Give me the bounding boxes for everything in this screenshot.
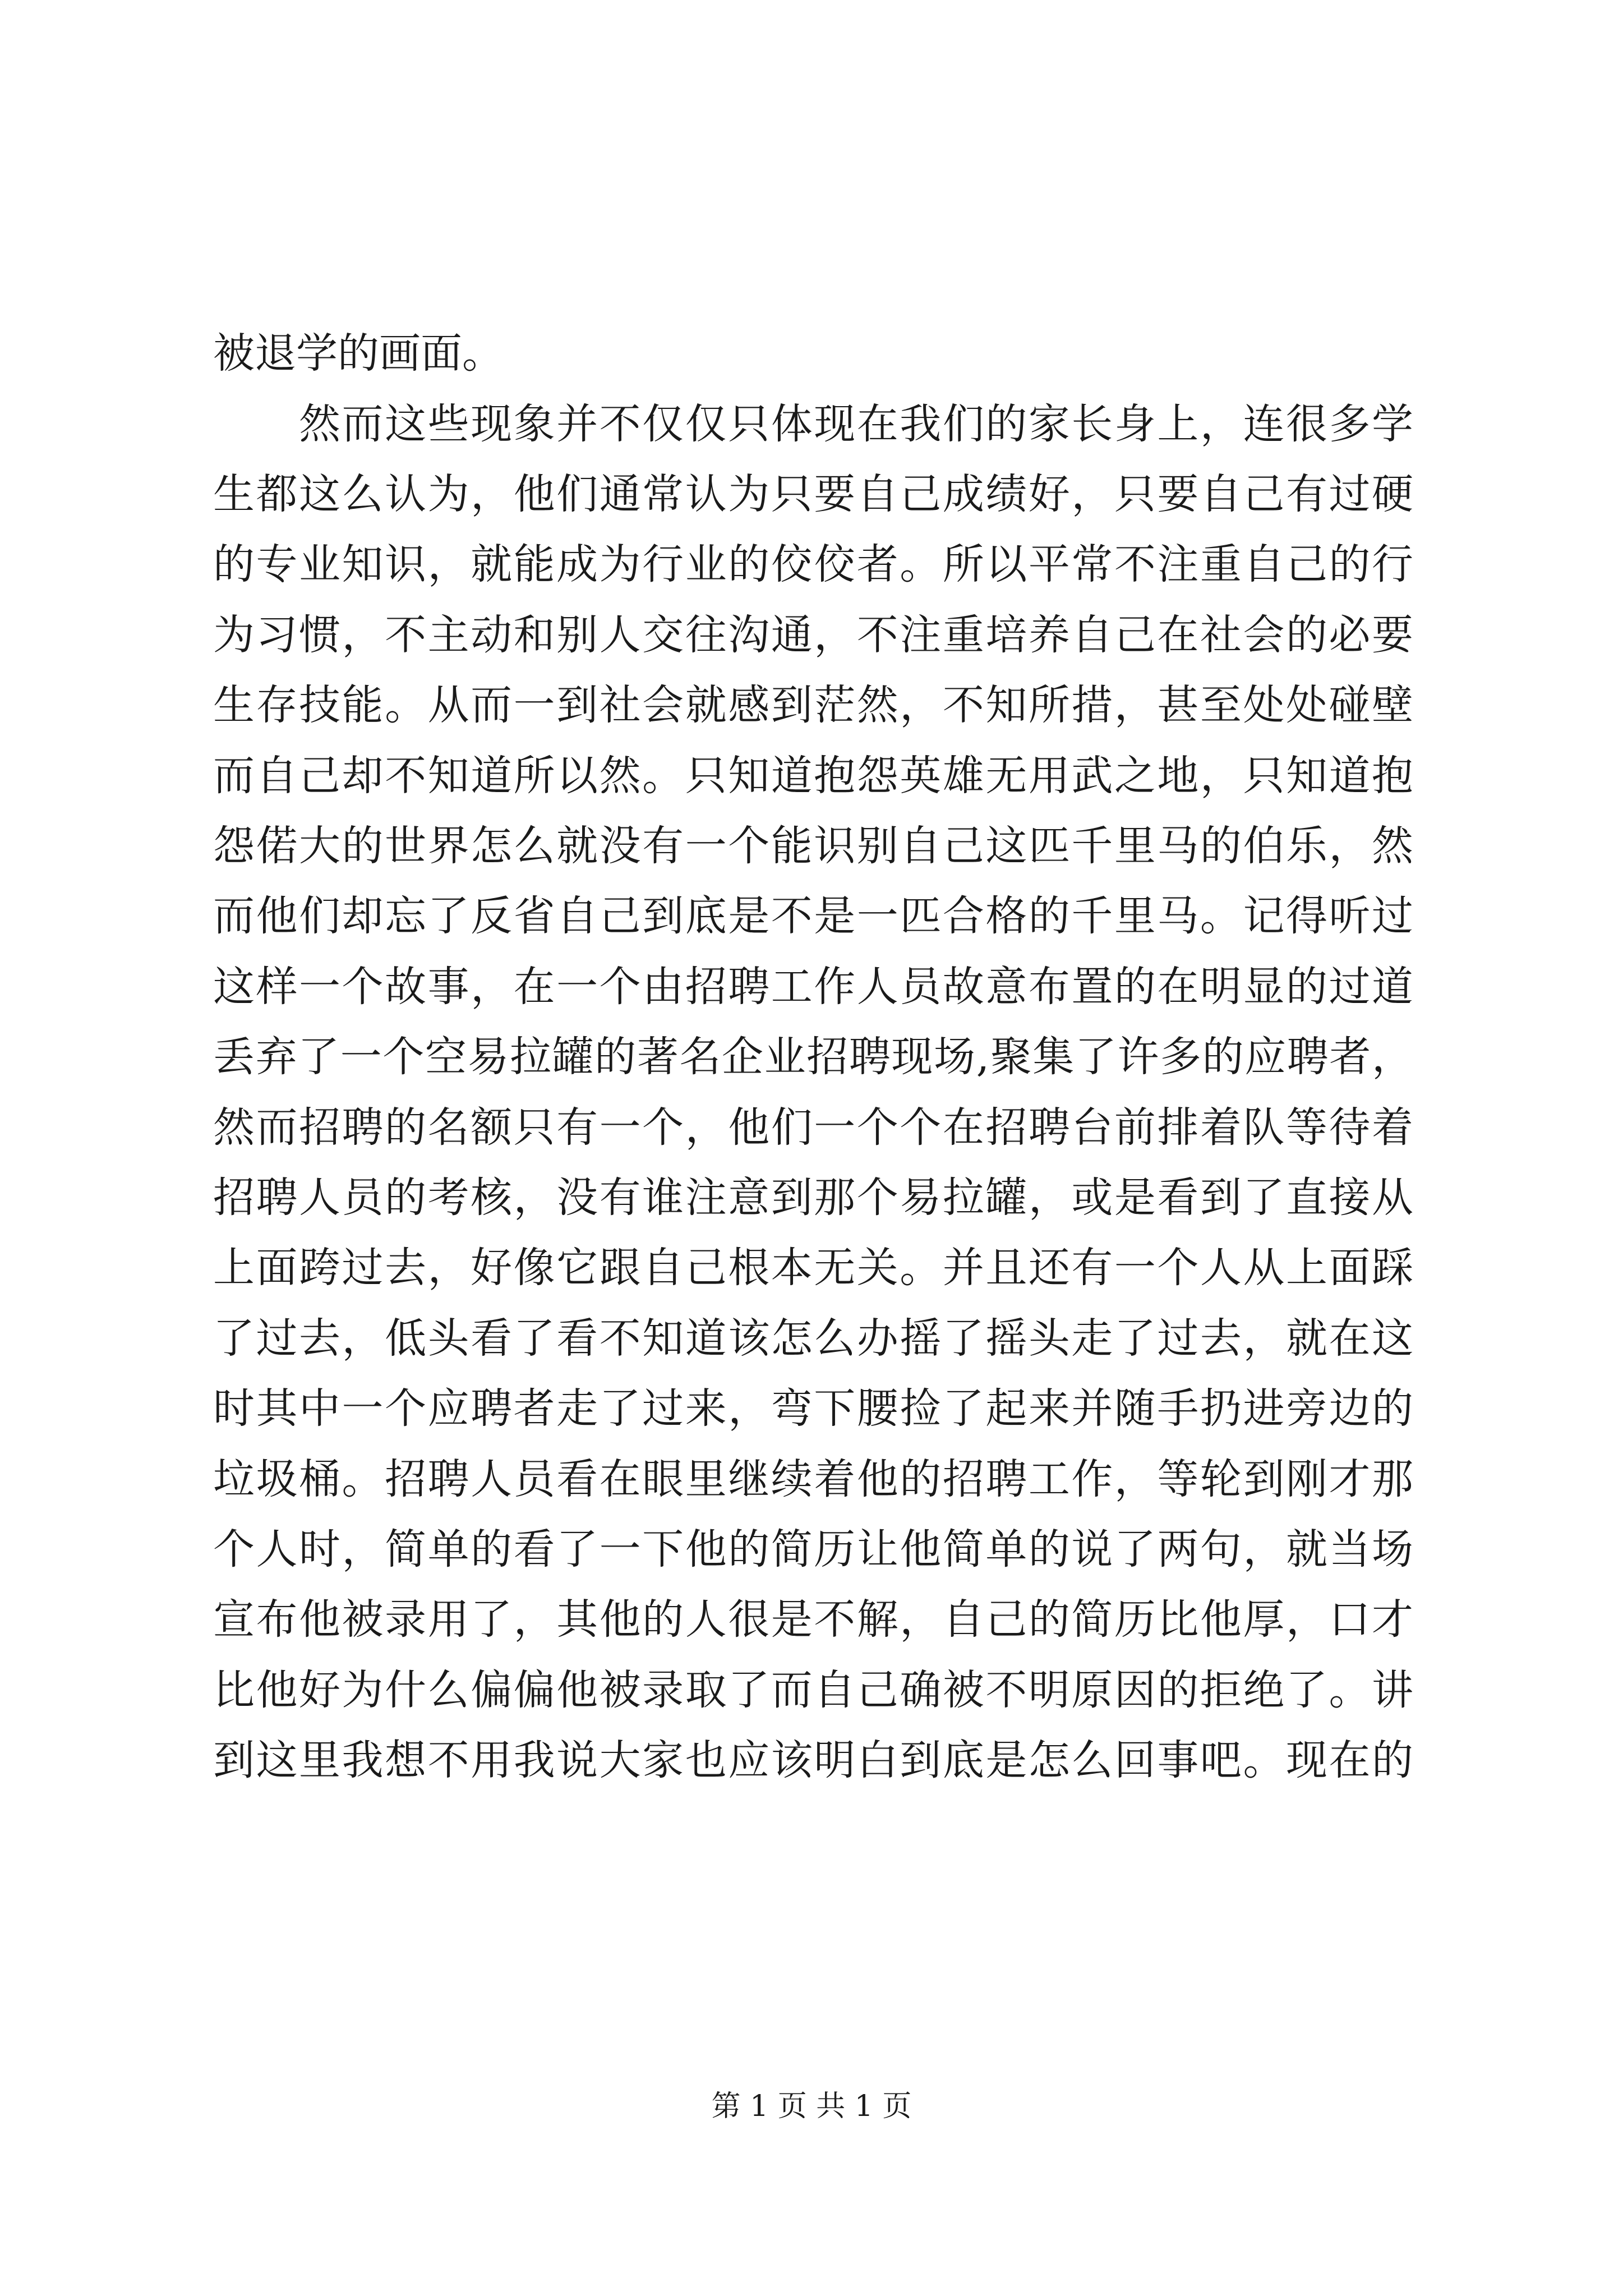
paragraph-line: 到这里我想不用我说大家也应该明白到底是怎么回事吧。现在的 [213,1736,1413,1784]
paragraph-line: 而他们却忘了反省自己到底是不是一匹合格的千里马。记得听过 [213,892,1413,940]
paragraph-line: 上面跨过去，好像它跟自己根本无关。并且还有一个人从上面踩 [213,1244,1413,1292]
paragraph-line: 招聘人员的考核，没有谁注意到那个易拉罐，或是看到了直接从 [213,1174,1413,1222]
paragraph-line: 的专业知识，就能成为行业的佼佼者。所以平常不注重自己的行 [213,540,1413,588]
paragraph-line: 然而招聘的名额只有一个，他们一个个在招聘台前排着队等待着 [213,1103,1413,1152]
paragraph-line: 了过去，低头看了看不知道该怎么办摇了摇头走了过去，就在这 [213,1314,1413,1363]
paragraph-line: 被退学的画面。 [213,329,504,378]
paragraph-line: 宣布他被录用了，其他的人很是不解，自己的简历比他厚，口才 [213,1595,1413,1644]
page-footer: 第 1 页 共 1 页 [711,2090,912,2123]
paragraph-line: 生都这么认为，他们通常认为只要自己成绩好，只要自己有过硬 [213,470,1413,518]
paragraph-line: 而自己却不知道所以然。只知道抱怨英雄无用武之地，只知道抱 [213,752,1413,800]
paragraph-line: 个人时，简单的看了一下他的简历让他简单的说了两句，就当场 [213,1525,1413,1573]
paragraph-line: 垃圾桶。招聘人员看在眼里继续着他的招聘工作，等轮到刚才那 [213,1455,1413,1503]
paragraph-line: 这样一个故事，在一个由招聘工作人员故意布置的在明显的过道 [213,963,1413,1011]
paragraph-line: 为习惯，不主动和别人交往沟通，不注重培养自己在社会的必要 [213,611,1413,659]
paragraph-line: 生存技能。从而一到社会就感到茫然，不知所措，甚至处处碰壁 [213,681,1413,729]
paragraph-line: 然而这些现象并不仅仅只体现在我们的家长身上，连很多学 [213,400,1413,448]
paragraph-line: 时其中一个应聘者走了过来，弯下腰捡了起来并随手扔进旁边的 [213,1384,1413,1433]
paragraph-line: 比他好为什么偏偏他被录取了而自己确被不明原因的拒绝了。讲 [213,1666,1413,1714]
paragraph-line: 丢弃了一个空易拉罐的著名企业招聘现场,聚集了许多的应聘者， [213,1033,1413,1081]
paragraph-line: 怨偌大的世界怎么就没有一个能识别自己这匹千里马的伯乐，然 [213,822,1413,870]
